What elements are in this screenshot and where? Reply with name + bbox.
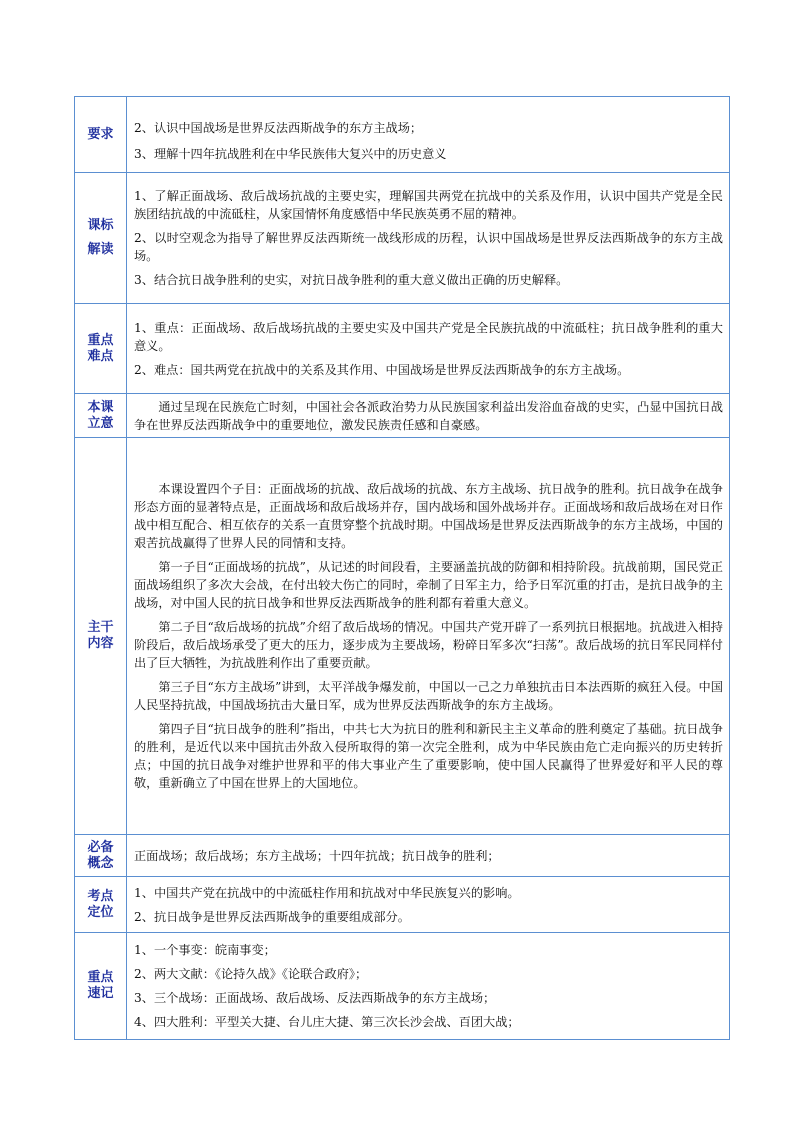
content-paragraph: 第四子目“抗日战争的胜利”指出，中共七大为抗日的胜利和新民主主义革命的胜利奠定了基础。抗日战争的胜利，是近代以来中国抗击外敌入侵所取得的第一次完全胜利，成为中华民族由危亡走向振兴的历史转折点；中国的抗日战争对维护世界和平的伟大事业产生了重要影响，使中国人民赢得了世界爱好和平人民的尊敬，重新确立了中国在世界上的大国地位。 <box>134 722 723 790</box>
row-label-curriculum <box>75 173 127 304</box>
row-requirements <box>75 97 730 173</box>
content-paragraph: 第一子目“正面战场的抗战”，从记述的时间段看，主要涵盖抗战的防御和相持阶段。抗战前期，国民党正面战场组织了多次大会战，在付出较大伤亡的同时，牵制了日军主力，给予日军沉重的打击，是抗日战争的主战场，对中国人民的抗日战争和世界反法西斯战争的胜利都有着重大意义。 <box>134 560 723 610</box>
row-lesson-purpose <box>75 394 730 438</box>
row-content-concepts <box>127 835 730 877</box>
row-label-key-points <box>75 304 127 394</box>
row-label-requirements <box>75 97 127 173</box>
content-paragraph: 1、中国共产党在抗战中的中流砥柱作用和抗战对中华民族复兴的影响。 <box>134 885 520 900</box>
content-paragraph: 3、结合抗日战争胜利的史实，对抗日战争胜利的重大意义做出正确的历史解释。 <box>134 273 569 287</box>
row-key-difficult-points <box>75 304 730 394</box>
row-label-text: 主干 <box>87 620 114 635</box>
content-paragraph: 3、三个战场：正面战场、敌后战场、反法西斯战争的东方主战场； <box>134 991 496 1005</box>
content-paragraph: 1、了解正面战场、敌后战场抗战的主要史实，理解国共两党在抗战中的关系及作用，认识中国共产党是全民族团结抗战的中流砥柱，从家国情怀角度感悟中华民族英勇不屈的精神。 <box>134 189 723 221</box>
content-paragraph: 2、两大文献：《论持久战》《论联合政府》； <box>134 967 368 981</box>
row-label-text: 考点 <box>87 888 114 904</box>
row-essential-concepts <box>75 835 730 877</box>
row-label-text: 要求 <box>87 126 114 142</box>
content-paragraph: 正面战场；敌后战场；东方主战场；十四年抗战；抗日战争的胜利； <box>134 848 500 863</box>
content-paragraph: 第二子目“敌后战场的抗战”介绍了敌后战场的情况。中国共产党开辟了一系列抗日根据地。抗战进入相持阶段后，敌后战场承受了更大的压力，逐步成为主要战场，粉碎日军多次“扫荡”。敌后战场的抗日军民同样付出了巨大牺牲，为抗战胜利作出了重要贡献。 <box>134 620 723 670</box>
row-curriculum-interpretation <box>75 173 730 304</box>
content-paragraph: 1、重点：正面战场、敌后战场抗战的主要史实及中国共产党是全民族抗战的中流砥柱；抗日战争胜利的重大意义。 <box>134 320 723 353</box>
row-label-text: 速记 <box>87 986 114 1001</box>
row-label-concepts <box>75 835 127 877</box>
row-exam-points <box>75 877 730 933</box>
content-paragraph: 3、理解十四年抗战胜利在中华民族伟大复兴中的历史意义 <box>134 146 447 161</box>
row-label-main-content <box>75 438 127 835</box>
row-label-text: 解读 <box>87 242 114 257</box>
row-label-text: 必备 <box>87 839 114 855</box>
row-label-text: 内容 <box>87 636 114 651</box>
content-paragraph: 第三子目“东方主战场”讲到，太平洋战争爆发前，中国以一己之力单独抗击日本法西斯的疯狂入侵。中国人民坚持抗战，中国战场抗击大量日军，成为世界反法西斯战争的东方主战场。 <box>134 680 723 712</box>
row-content-quick-memory <box>127 933 730 1040</box>
content-paragraph: 1、一个事变：皖南事变； <box>134 943 276 957</box>
content-paragraph: 2、抗日战争是世界反法西斯战争的重要组成部分。 <box>134 909 410 924</box>
content-paragraph: 2、以时空观念为指导了解世界反法西斯统一战线形成的历程，认识中国战场是世界反法西斯战争的东方主战场。 <box>134 231 723 263</box>
row-content-key-points <box>127 304 730 394</box>
row-label-text: 重点 <box>87 332 114 348</box>
row-main-content <box>75 438 730 835</box>
row-content-main <box>127 438 730 835</box>
row-label-text: 重点 <box>87 970 114 985</box>
content-paragraph: 4、四大胜利：平型关大捷、台儿庄大捷、第三次长沙会战、百团大战； <box>134 1015 520 1029</box>
row-label-text: 概念 <box>87 855 114 871</box>
row-content-exam-points <box>127 877 730 933</box>
row-label-text: 课标 <box>87 218 114 233</box>
row-label-text: 立意 <box>87 415 114 431</box>
row-label-purpose <box>75 394 127 438</box>
content-paragraph: 通过呈现在民族危亡时刻，中国社会各派政治势力从民族国家利益出发浴血奋战的史实，凸显中国抗日战争在世界反法西斯战争中的重要地位，激发民族责任感和自豪感。 <box>134 399 723 432</box>
lesson-plan-table <box>74 96 730 1040</box>
row-content-requirements <box>127 97 730 173</box>
content-paragraph: 2、难点：国共两党在抗战中的关系及其作用、中国战场是世界反法西斯战争的东方主战场。 <box>134 362 630 377</box>
row-label-text: 定位 <box>87 904 114 920</box>
row-quick-memory <box>75 933 730 1040</box>
content-paragraph: 本课设置四个子目：正面战场的抗战、敌后战场的抗战、东方主战场、抗日战争的胜利。抗日战争在战争形态方面的显著特点是，正面战场和敌后战场并存，国内战场和国外战场并存。正面战场和敌后战场在对日作战中相互配合、相互依存的关系一直贯穿整个抗战时期。中国战场是世界反法西斯战争的东方主战场，中国的艰苦抗战赢得了世界人民的同情和支持。 <box>134 482 723 550</box>
content-paragraph: 2、认识中国战场是世界反法西斯战争的东方主战场； <box>134 120 423 135</box>
row-content-curriculum <box>127 173 730 304</box>
row-label-text: 本课 <box>87 399 114 415</box>
row-label-exam-points <box>75 877 127 933</box>
row-label-quick-memory <box>75 933 127 1040</box>
row-label-text: 难点 <box>87 348 114 364</box>
row-content-purpose <box>127 394 730 438</box>
